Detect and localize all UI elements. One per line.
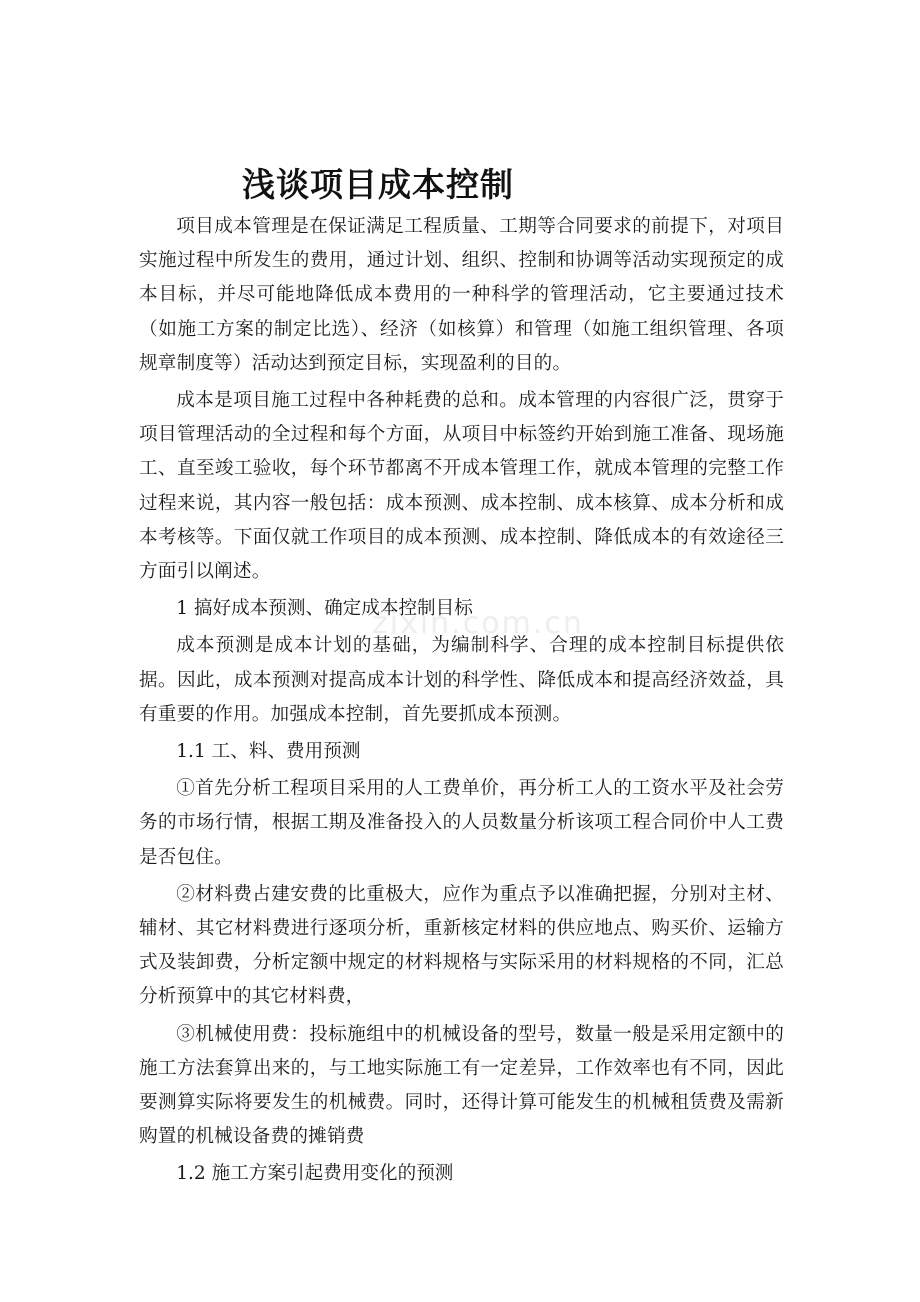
paragraph-machinery-cost: ③机械使用费：投标施组中的机械设备的型号，数量一般是采用定额中的施工方法套算出来的，与工地实际施工有一定差异，工作效率也有不同，因此要测算实际将要发生的机械费。同时，还得计算可能发生的机械租赁费及需新购置的机械设备费的摊销费: [139, 1023, 784, 1148]
document-page: [139, 160, 784, 1195]
watermark: zixin.com.cn: [372, 606, 584, 641]
section-heading-1: 1 搞好成本预测、确定成本控制目标: [176, 598, 473, 620]
paragraph-cost-forecast: 成本预测是成本计划的基础，为编制科学、合理的成本控制目标提供依据。因此，成本预测对提高成本计划的科学性、降低成本和提高经济效益，具有重要的作用。加强成本控制，首先要抓成本预测。: [139, 635, 784, 725]
paragraph-intro: 项目成本管理是在保证满足工程质量、工期等合同要求的前提下，对项目实施过程中所发生的费用，通过计划、组织、控制和协调等活动实现预定的成本目标，并尽可能地降低成本费用的一种科学的管理活动，它主要通过技术（如施工方案的制定比选）、经济（如核算）和管理（如施工组织管理、各项规章制度等）活动达到预定目标，实现盈利的目的。: [139, 216, 784, 374]
paragraph-labor-cost: ①首先分析工程项目采用的人工费单价，再分析工人的工资水平及社会劳务的市场行情，根据工期及准备投入的人员数量分析该项工程合同价中人工费是否包住。: [139, 778, 784, 868]
paragraph-cost-definition: 成本是项目施工过程中各种耗费的总和。成本管理的内容很广泛，贯穿于项目管理活动的全过程和每个方面，从项目中标签约开始到施工准备、现场施工、直至竣工验收，每个环节都离不开成本管理工作，就成本管理的完整工作过程来说，其内容一般包括：成本预测、成本控制、成本核算、成本分析和成本考核等。下面仅就工作项目的成本预测、成本控制、降低成本的有效途径三方面引以阐述。: [139, 390, 784, 583]
document-title: 浅谈项目成本控制: [242, 165, 514, 204]
section-heading-1-1: 1.1 工、料、费用预测: [176, 741, 361, 763]
section-heading-1-2: 1.2 施工方案引起费用变化的预测: [176, 1163, 454, 1185]
paragraph-material-cost: ②材料费占建安费的比重极大，应作为重点予以准确把握，分别对主材、辅材、其它材料费进行逐项分析，重新核定材料的供应地点、购买价、运输方式及装卸费，分析定额中规定的材料规格与实际采用的材料规格的不同，汇总分析预算中的其它材料费，: [139, 883, 784, 1008]
